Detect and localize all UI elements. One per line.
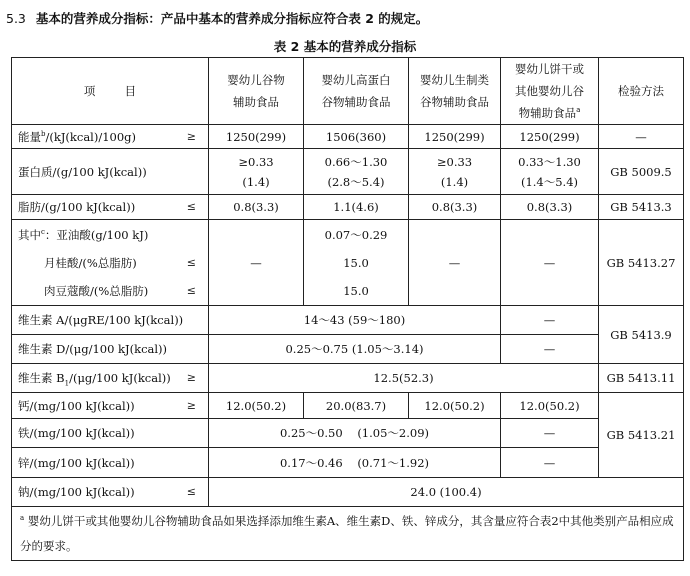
sodium-value: 24.0 (100.4) (209, 478, 684, 507)
energy-c3: 1250(299) (409, 125, 501, 149)
fatty-c2: 0.07～0.29 15.0 15.0 (304, 220, 409, 306)
row-vitamin-b1 (12, 364, 684, 393)
header-cereal: 婴幼儿谷物辅助食品 (209, 58, 304, 125)
mineral-method: GB 5413.21 (599, 393, 684, 478)
row-zinc (12, 448, 684, 478)
fatty-c1: — (209, 220, 304, 306)
section-number: 5.3 (6, 11, 26, 26)
zinc-value: 0.17～0.46 (0.71～1.92) (209, 448, 501, 478)
fat-c4: 0.8(3.3) (501, 195, 599, 220)
header-high-protein: 婴幼儿高蛋白谷物辅助食品 (304, 58, 409, 125)
fat-c1: 0.8(3.3) (209, 195, 304, 220)
fatty-c4: — (501, 220, 599, 306)
row-protein (12, 149, 684, 195)
label-vitamin-b1: 维生素 $B_1/(\mu g/100$ kJ(kcal)) ≥ (12, 364, 209, 393)
energy-c1: 1250(299) (209, 125, 304, 149)
table-header-row (12, 58, 684, 125)
section-text: 基本的营养成分指标：产品中基本的营养成分指标应符合表 2 的规定。 (35, 11, 429, 26)
energy-method: — (599, 125, 684, 149)
label-fatty-acids: 其中$^c$：亚油酸(g/100 kJ) 月桂酸/(%总脂肪) ≤ 肉豆蔻酸/(%总脂肪) ≤ (12, 220, 209, 306)
label-calcium: 钙/(mg/100 kJ(kcal)) ≥ (12, 393, 209, 419)
table-caption: 表 2 基本的营养成分指标 (273, 39, 417, 54)
row-fat (12, 195, 684, 220)
calcium-c4: 12.0(50.2) (501, 393, 599, 419)
nutrition-table (11, 57, 684, 561)
header-raw: 婴幼儿生制类谷物辅助食品 (409, 58, 501, 125)
header-biscuit: 婴幼儿饼干或其他婴幼儿谷物辅助食品$^a$ (501, 58, 599, 125)
row-footnote (12, 507, 684, 561)
zinc-c4: — (501, 448, 599, 478)
protein-c3: ≥0.33 (1.4) (409, 149, 501, 195)
label-zinc: 锌/(mg/100 kJ(kcal)) (12, 448, 209, 478)
row-sodium (12, 478, 684, 507)
energy-c2: 1506(360) (304, 125, 409, 149)
fatty-method: GB 5413.27 (599, 220, 684, 306)
vitamin-a-value: 14～43 (59～180) (209, 306, 501, 335)
header-method: 检验方法 (599, 58, 684, 125)
iron-c4: — (501, 419, 599, 448)
section-heading (6, 9, 428, 27)
protein-c1: ≥0.33 (1.4) (209, 149, 304, 195)
fat-c2: 1.1(4.6) (304, 195, 409, 220)
protein-c4: 0.33～1.30 (1.4～5.4) (501, 149, 599, 195)
label-sodium: 钠/(mg/100 kJ(kcal)) ≤ (12, 478, 209, 507)
fatty-c3: — (409, 220, 501, 306)
vitamin-d-value: 0.25～0.75 (1.05～3.14) (209, 335, 501, 364)
protein-c2: 0.66～1.30 (2.8～5.4) (304, 149, 409, 195)
label-protein: 蛋白质/(g/100 kJ(kcal)) (12, 149, 209, 195)
row-iron (12, 419, 684, 448)
protein-method: GB 5009.5 (599, 149, 684, 195)
fat-method: GB 5413.3 (599, 195, 684, 220)
vitamin-b1-method: GB 5413.11 (599, 364, 684, 393)
label-vitamin-d: 维生素 D/(μg/100 kJ(kcal)) (12, 335, 209, 364)
vitamin-ad-method: GB 5413.9 (599, 306, 684, 364)
table-footnote: $^a$ 婴幼儿饼干或其他婴幼儿谷物辅助食品如果选择添加维生素A、维生素D、铁、锌成分，其含量应符合表2中其他类别产品相应成分的要求。 (12, 507, 684, 561)
row-fatty-acids (12, 220, 684, 306)
row-energy (12, 125, 684, 149)
row-calcium (12, 393, 684, 419)
energy-c4: 1250(299) (501, 125, 599, 149)
calcium-c1: 12.0(50.2) (209, 393, 304, 419)
row-vitamin-a (12, 306, 684, 335)
label-iron: 铁/(mg/100 kJ(kcal)) (12, 419, 209, 448)
fat-c3: 0.8(3.3) (409, 195, 501, 220)
label-energy: 能量$^b$/(kJ(kcal)/100g) ≥ (12, 125, 209, 149)
calcium-c3: 12.0(50.2) (409, 393, 501, 419)
iron-value: 0.25～0.50 (1.05～2.09) (209, 419, 501, 448)
row-vitamin-d (12, 335, 684, 364)
label-vitamin-a: 维生素 A/(μgRE/100 kJ(kcal)) (12, 306, 209, 335)
header-item: 项 目 (12, 58, 209, 125)
vitamin-a-c4: — (501, 306, 599, 335)
vitamin-b1-value: 12.5(52.3) (209, 364, 599, 393)
vitamin-d-c4: — (501, 335, 599, 364)
label-fat: 脂肪/(g/100 kJ(kcal)) ≤ (12, 195, 209, 220)
calcium-c2: 20.0(83.7) (304, 393, 409, 419)
